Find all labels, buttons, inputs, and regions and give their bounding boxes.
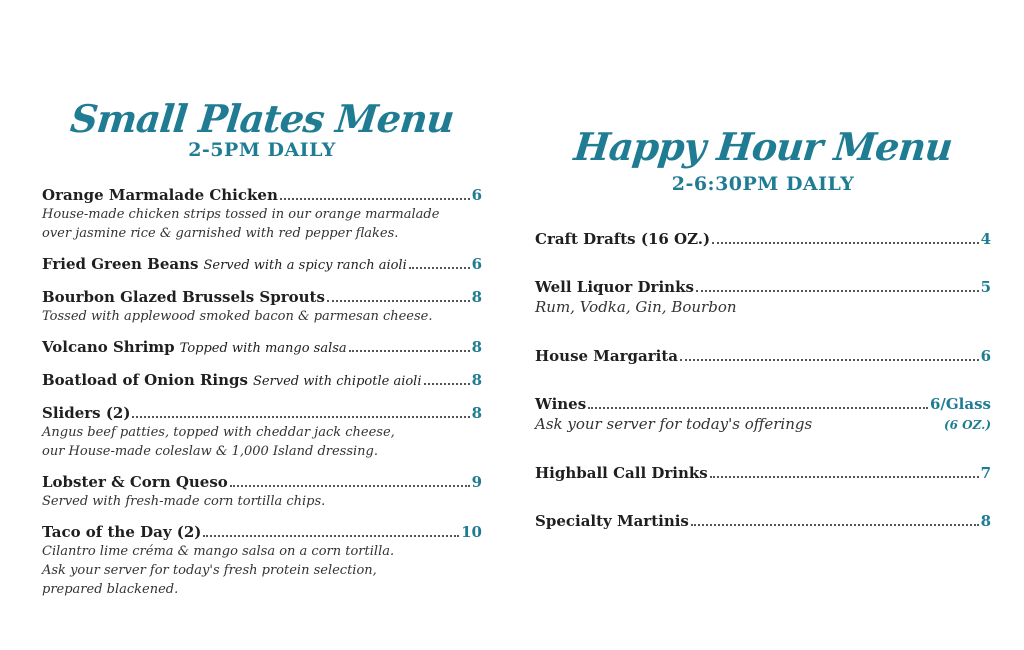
item-price: 7: [980, 463, 991, 482]
happy-hour-title: Happy Hour Menu: [571, 124, 955, 169]
leader-dots: [132, 416, 469, 418]
description-line: prepared blackened.: [42, 581, 179, 597]
menu-item: [535, 463, 991, 483]
leader-dots: [327, 300, 470, 302]
leader-dots: [710, 476, 979, 478]
item-name: Volcano Shrimp: [42, 337, 175, 356]
item-price: 6: [471, 254, 482, 273]
item-price: 8: [471, 287, 482, 306]
item-price: 8: [980, 511, 991, 530]
description-line: our House-made coleslaw & 1,000 Island dressing.: [42, 443, 379, 459]
item-price: 6/Glass: [929, 394, 991, 413]
menu-item: [42, 472, 482, 511]
menu-item: [42, 185, 482, 243]
item-price: 6: [471, 185, 482, 204]
item-inline-description: Served with a spicy ranch aioli: [203, 257, 407, 273]
description-line: Ask your server for today's fresh protein selection,: [42, 562, 377, 578]
item-description: [42, 205, 482, 243]
menu-item: [42, 522, 482, 599]
leader-dots: [696, 290, 979, 292]
item-description: [42, 423, 482, 461]
leader-dots: [588, 407, 928, 409]
leader-dots: [424, 383, 470, 385]
item-name: Sliders (2): [42, 403, 131, 422]
menu-item: [42, 254, 482, 276]
leader-dots: [712, 242, 978, 244]
item-price: 4: [980, 229, 991, 248]
small-plates-hours: 2-5PM DAILY: [188, 139, 336, 161]
leader-dots: [409, 267, 470, 269]
description-line: Tossed with applewood smoked bacon & parmesan cheese.: [42, 308, 433, 324]
item-name: Bourbon Glazed Brussels Sprouts: [42, 287, 325, 306]
description-line: House-made chicken strips tossed in our orange marmalade: [42, 206, 440, 222]
item-name: Craft Drafts (16 OZ.): [535, 229, 711, 248]
item-name: Taco of the Day (2): [42, 522, 202, 541]
small-plates-menu: [42, 96, 482, 610]
item-inline-description: Served with chipotle aioli: [252, 373, 422, 389]
leader-dots: [691, 524, 979, 526]
menu-item: [535, 511, 991, 531]
item-price: 10: [461, 522, 482, 541]
item-description: [42, 542, 482, 599]
item-name: Well Liquor Drinks: [535, 277, 694, 296]
item-price: 5: [980, 277, 991, 296]
item-name: Orange Marmalade Chicken: [42, 185, 278, 204]
item-name: House Margarita: [535, 346, 678, 365]
item-price: 6: [980, 346, 991, 365]
item-name: Highball Call Drinks: [535, 463, 708, 482]
menu-item: [42, 287, 482, 326]
leader-dots: [230, 485, 470, 487]
item-price: 9: [471, 472, 482, 491]
item-name: Lobster & Corn Queso: [42, 472, 228, 491]
item-description: [42, 307, 482, 326]
leader-dots: [203, 535, 459, 537]
menu-item: [535, 229, 991, 249]
item-price: 8: [471, 403, 482, 422]
item-name: Wines: [535, 394, 587, 413]
item-description: Ask your server for today's offerings: [535, 414, 813, 433]
description-line: over jasmine rice & garnished with red pepper flakes.: [42, 225, 399, 241]
menu-item: [535, 277, 991, 318]
leader-dots: [349, 350, 470, 352]
item-description: [42, 492, 482, 511]
leader-dots: [680, 359, 979, 361]
happy-hour-menu: [535, 124, 991, 559]
item-description: Rum, Vodka, Gin, Bourbon: [535, 297, 737, 316]
item-inline-description: Topped with mango salsa: [179, 340, 347, 356]
leader-dots: [280, 198, 470, 200]
description-line: Angus beef patties, topped with cheddar jack cheese,: [42, 424, 395, 440]
happy-hour-hours: 2-6:30PM DAILY: [671, 173, 855, 195]
pour-size-note: (6 OZ.): [943, 417, 991, 432]
small-plates-title: Small Plates Menu: [68, 96, 456, 141]
description-line: Cilantro lime créma & mango salsa on a corn tortilla.: [42, 543, 395, 559]
item-name: Fried Green Beans: [42, 254, 199, 273]
item-name: Boatload of Onion Rings: [42, 370, 248, 389]
item-name: Specialty Martinis: [535, 511, 689, 530]
menu-item: [535, 394, 991, 435]
item-price: 8: [471, 337, 482, 356]
menu-item: [42, 403, 482, 461]
menu-item: [42, 337, 482, 359]
description-line: Served with fresh-made corn tortilla chips.: [42, 493, 326, 509]
menu-item: [42, 370, 482, 392]
item-price: 8: [471, 370, 482, 389]
menu-item: [535, 346, 991, 366]
